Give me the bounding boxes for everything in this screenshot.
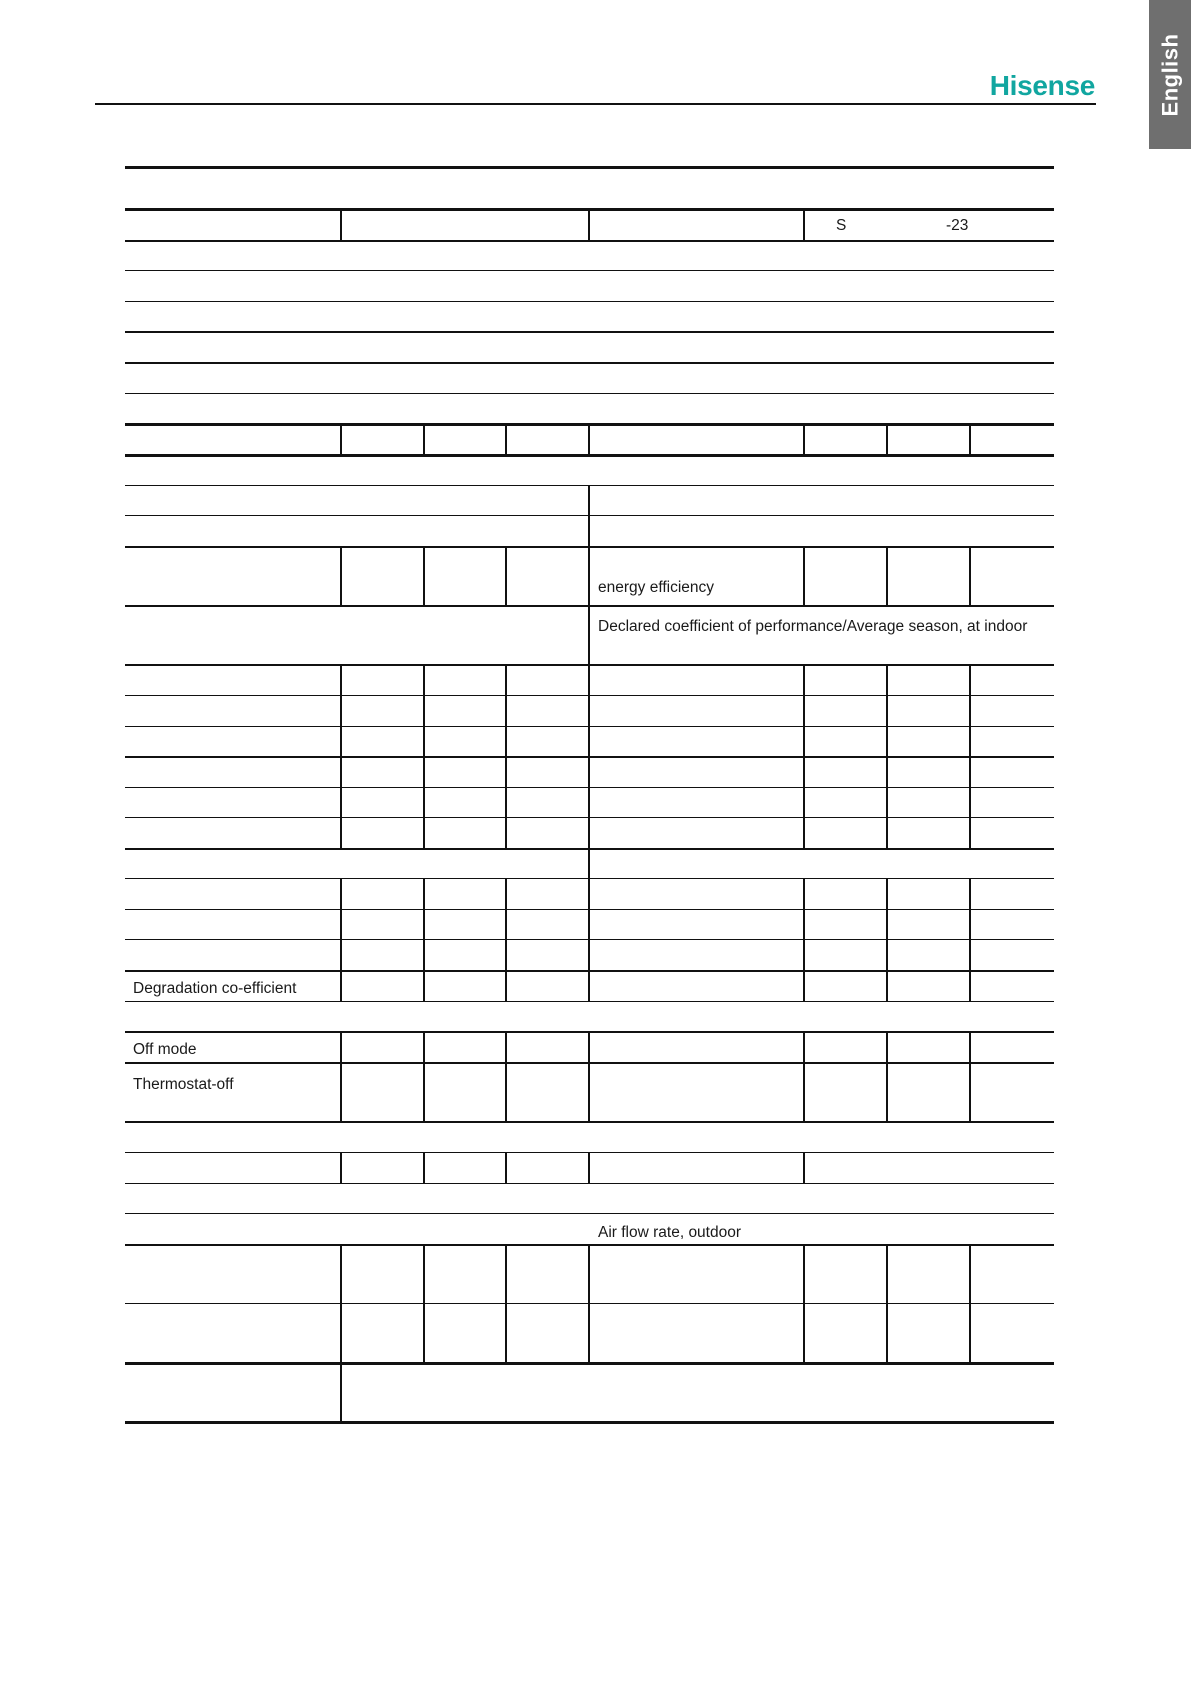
table-divider [803, 878, 805, 1002]
brand-logo: Hisense [989, 70, 1095, 101]
table-divider [588, 485, 590, 547]
table-divider [340, 664, 342, 849]
degradation-coefficient-label: Degradation co-efficient [133, 980, 297, 997]
table-divider [969, 878, 971, 1002]
table-divider [505, 1152, 507, 1184]
table-divider [886, 424, 888, 456]
table-divider [803, 424, 805, 456]
table-divider [969, 424, 971, 456]
table-divider [340, 209, 342, 242]
table-divider [423, 878, 425, 1002]
table-divider [423, 664, 425, 849]
table-divider [588, 424, 590, 456]
table-divider [340, 1244, 342, 1364]
table-divider [886, 1244, 888, 1364]
table-divider [340, 878, 342, 1002]
table-divider [886, 1031, 888, 1123]
table-divider [588, 664, 590, 849]
air-flow-outdoor-label: Air flow rate, outdoor [598, 1224, 742, 1241]
table-divider [588, 848, 590, 879]
table-divider [588, 546, 590, 606]
table-divider [886, 664, 888, 849]
table-divider [505, 424, 507, 456]
table-divider [423, 1152, 425, 1184]
table-divider [969, 664, 971, 849]
energy-efficiency-label: energy efficiency [598, 579, 715, 596]
table-divider [803, 546, 805, 606]
table-divider [340, 424, 342, 456]
table-divider [423, 1244, 425, 1364]
table-divider [886, 546, 888, 606]
table-divider [423, 1031, 425, 1123]
table-divider [588, 1031, 590, 1123]
table-divider [588, 1152, 590, 1184]
table-divider [340, 546, 342, 606]
off-mode-label: Off mode [133, 1041, 197, 1058]
table-rule [125, 1213, 1054, 1214]
table-divider [886, 878, 888, 1002]
table-divider [340, 1363, 342, 1422]
table-divider [505, 664, 507, 849]
table-divider [340, 1031, 342, 1123]
table-divider [803, 209, 805, 242]
table-divider [588, 209, 590, 242]
table-divider [423, 546, 425, 606]
table-rule [125, 301, 1054, 302]
table-rule [125, 1421, 1054, 1424]
model-prefix: S [836, 217, 847, 234]
model-suffix: -23 [946, 217, 969, 234]
table-rule [125, 393, 1054, 394]
table-divider [803, 1031, 805, 1123]
table-divider [505, 1031, 507, 1123]
table-divider [969, 1031, 971, 1123]
table-divider [588, 1244, 590, 1364]
table-divider [505, 1244, 507, 1364]
table-rule [125, 270, 1054, 271]
table-rule [125, 331, 1054, 333]
table-divider [803, 1152, 805, 1184]
table-divider [969, 546, 971, 606]
table-divider [803, 664, 805, 849]
table-divider [803, 1244, 805, 1364]
table-rule [125, 362, 1054, 364]
table-divider [588, 605, 590, 665]
table-divider [588, 878, 590, 1002]
declared-cop-label: Declared coefficient of performance/Average season, at indoor [598, 618, 1028, 635]
table-divider [505, 546, 507, 606]
table-divider [505, 878, 507, 1002]
table-divider [340, 1152, 342, 1184]
table-divider [423, 424, 425, 456]
table-rule [125, 166, 1054, 169]
language-tab-label: English [1157, 33, 1183, 116]
thermostat-off-label: Thermostat-off [133, 1076, 234, 1093]
table-divider [969, 1244, 971, 1364]
